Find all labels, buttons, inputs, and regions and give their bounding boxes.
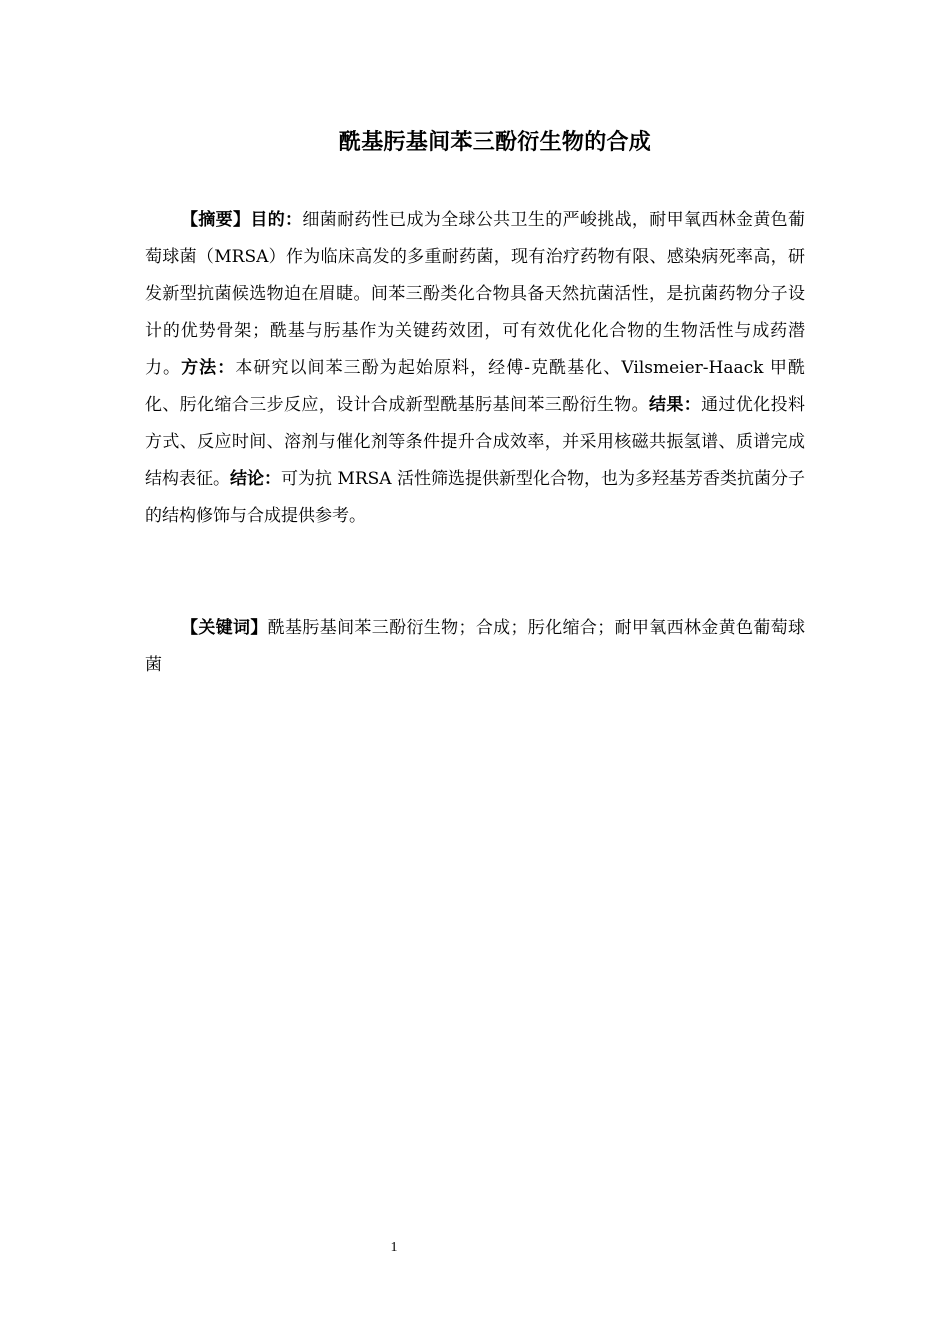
result-label: 结果： xyxy=(648,395,702,415)
method-label: 方法： xyxy=(181,358,236,378)
keywords-paragraph xyxy=(145,610,805,684)
conclusion-label: 结论： xyxy=(230,469,282,489)
abstract-paragraph xyxy=(145,202,805,535)
objective-label: 目的： xyxy=(250,210,303,230)
document-title: 酰基肟基间苯三酚衍生物的合成 xyxy=(338,130,652,155)
method-text: 本研究以间苯三酚为起始原料，经傅-克酰基化、Vilsmeier-Haack 甲酰化、肟化缩合三步反应，设计合成新型酰基肟基间苯三酚衍生物。 xyxy=(145,358,805,415)
conclusion-text: 可为抗 MRSA 活性筛选提供新型化合物，也为多羟基芳香类抗菌分子的结构修饰与合成提供参考。 xyxy=(145,469,806,526)
objective-text: 细菌耐药性已成为全球公共卫生的严峻挑战，耐甲氧西林金黄色葡萄球菌（MRSA）作为临床高发的多重耐药菌，现有治疗药物有限、感染病死率高，研发新型抗菌候选物迫在眉睫。间苯三酚类化合物具备天然抗菌活性，是抗菌药物分子设计的优势骨架；酰基与肟基作为关键药效团，可有效优化化合物的生物活性与成药潜力。 xyxy=(145,210,806,378)
abstract-heading: 【摘要】 xyxy=(181,210,251,230)
keywords-text: 酰基肟基间苯三酚衍生物；合成；肟化缩合；耐甲氧西林金黄色葡萄球菌 xyxy=(145,618,806,675)
result-text: 通过优化投料方式、反应时间、溶剂与催化剂等条件提升合成效率，并采用核磁共振氢谱、质谱完成结构表征。 xyxy=(145,395,806,489)
keywords-heading: 【关键词】 xyxy=(181,618,268,638)
page-number: 1 xyxy=(390,1240,398,1255)
